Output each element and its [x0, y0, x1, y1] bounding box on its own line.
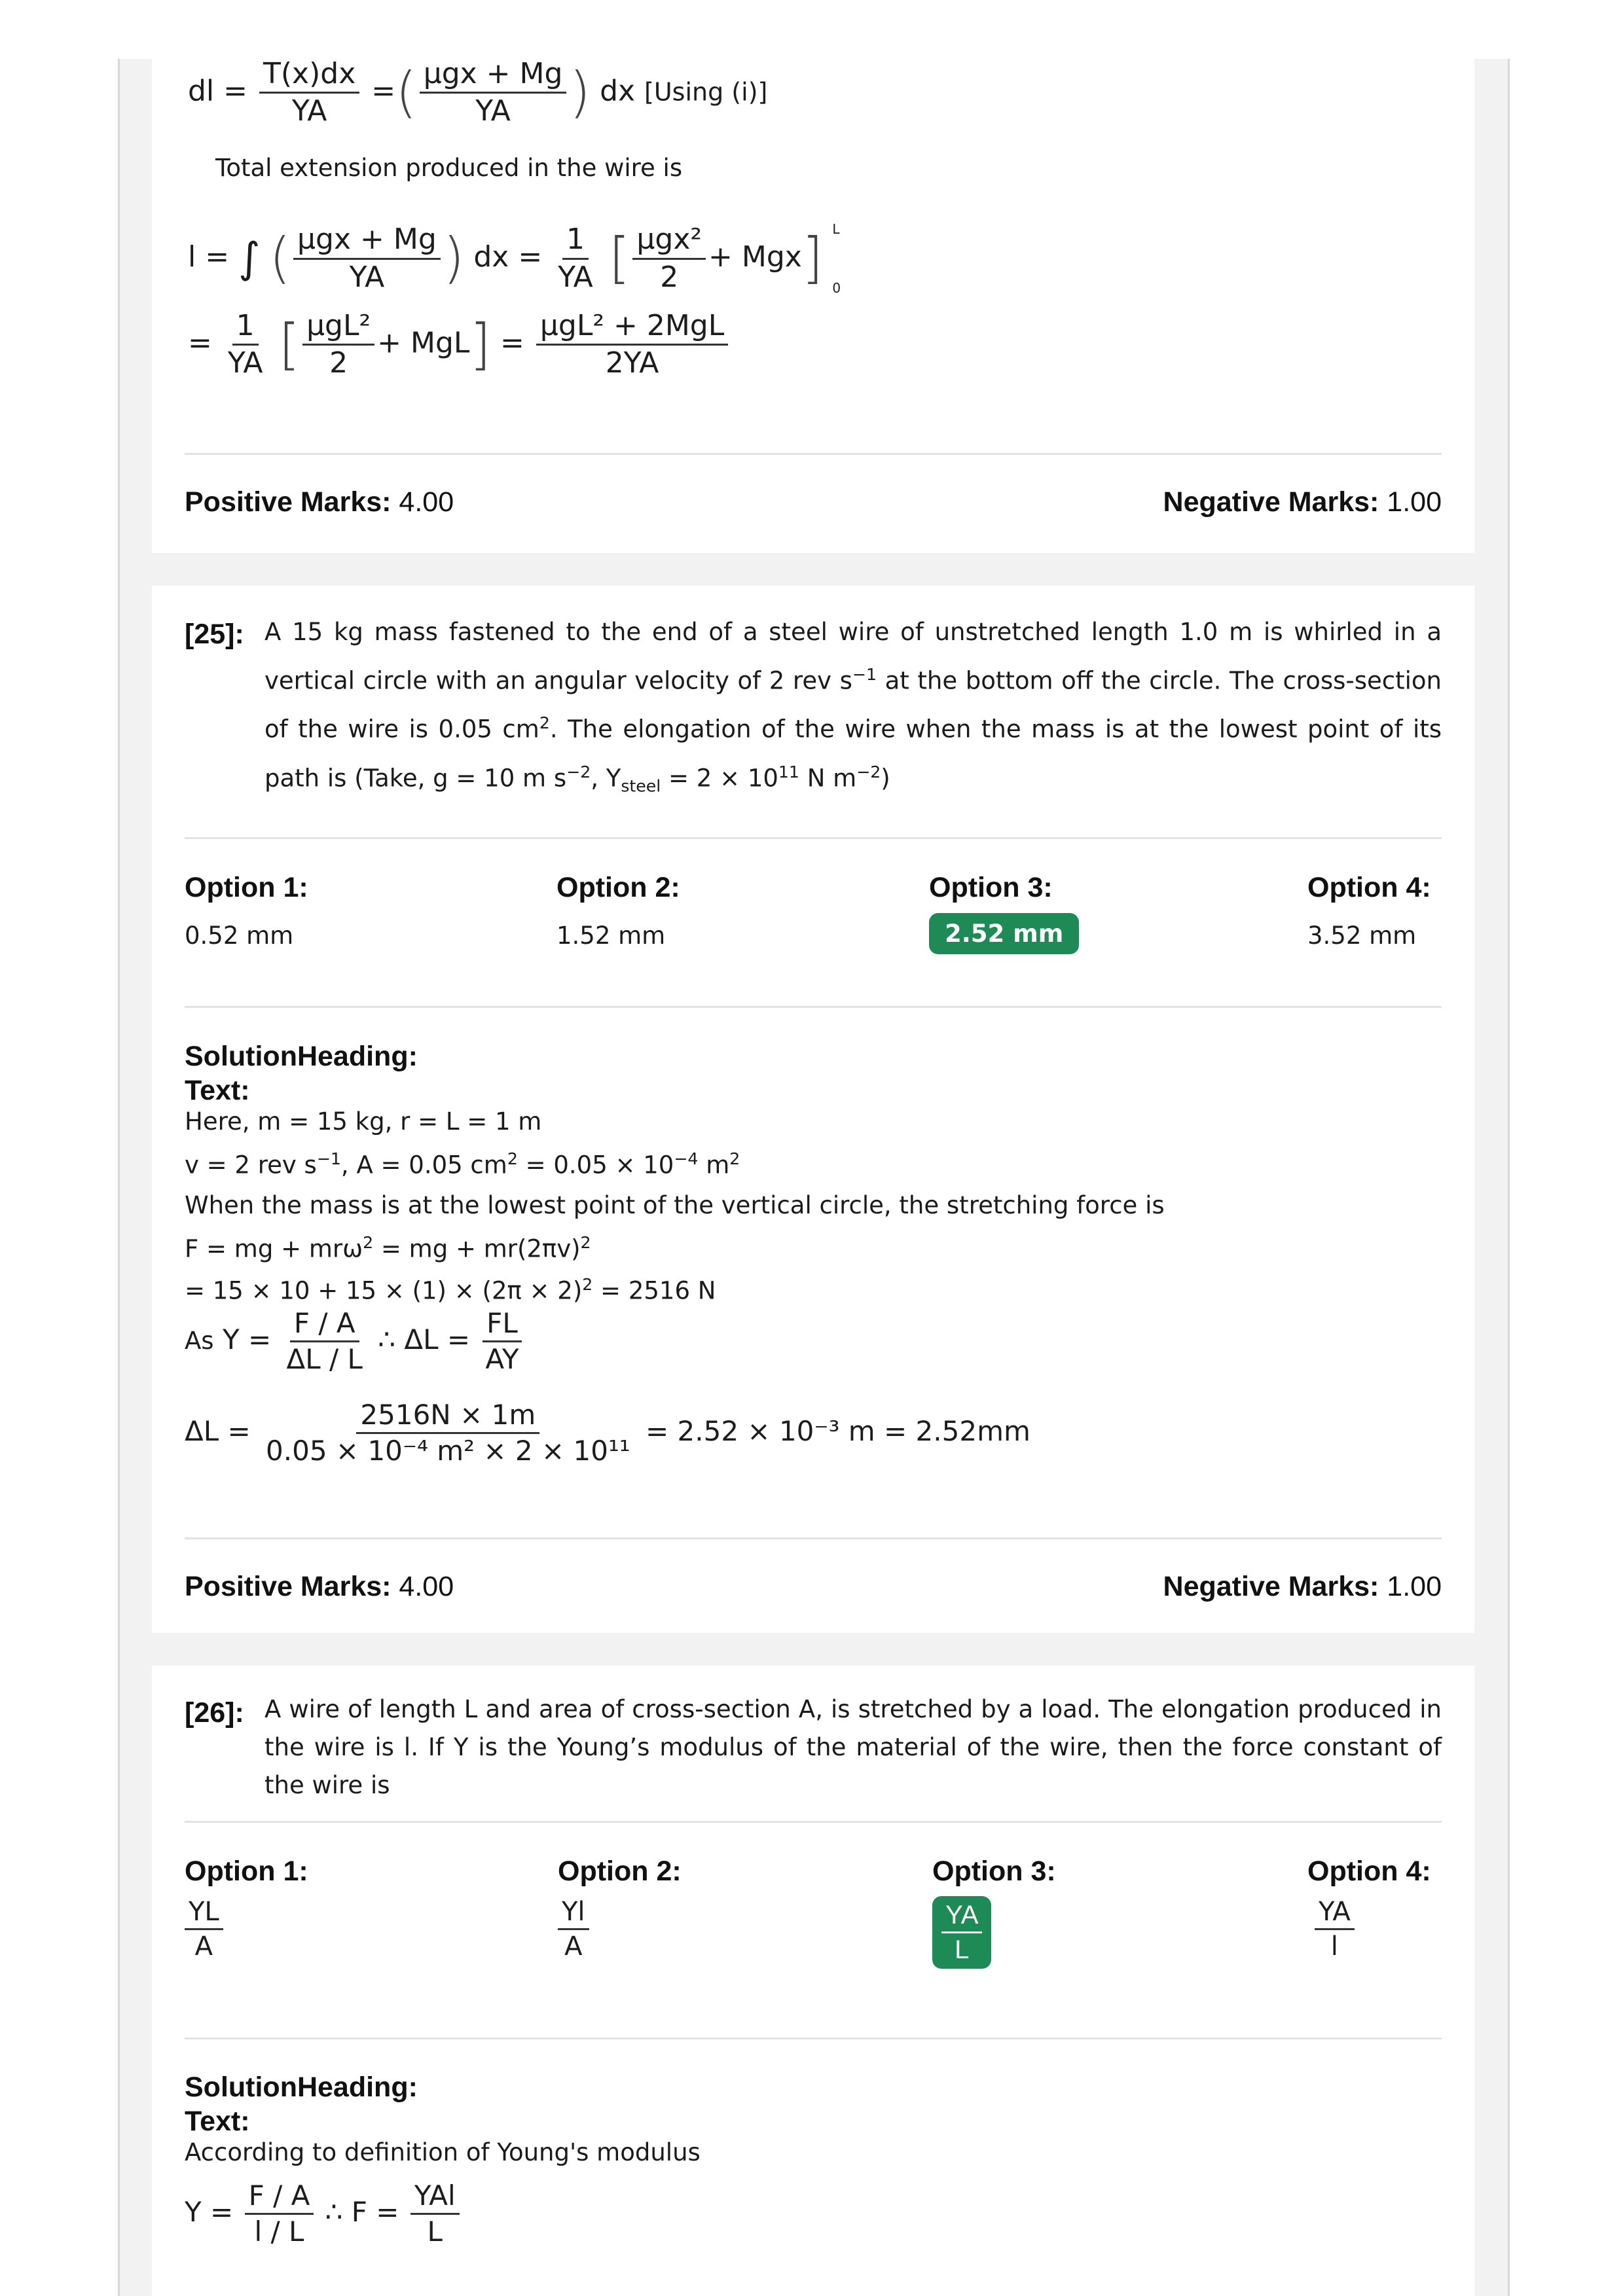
solution-line: F = mg + mrω$^2$ = mg + $mr(2\pi v)^2$ [185, 1233, 591, 1263]
fraction-denominator: YA [291, 94, 327, 128]
fraction-denominator: A [564, 1931, 583, 1962]
fraction-numerator: FL [483, 1309, 522, 1342]
fraction-numerator: YA [941, 1901, 982, 1933]
equation-text: ∴ F = [325, 2196, 399, 2229]
equation-text: = 2.52 × 10⁻³ m = 2.52mm [646, 1415, 1030, 1448]
equation-text: ΔL = [185, 1415, 251, 1448]
equation-text: ∴ ΔL = [378, 1323, 471, 1356]
option-3-label: Option 3: [929, 872, 1053, 903]
divider [185, 2037, 1442, 2039]
fraction-denominator: YA [227, 346, 263, 380]
solution-line: v = 2 rev $s^{-1}$, A = 0.05 $cm^2 = 0.05 \times 10^{-4}$ $m^2$ [185, 1149, 740, 1179]
solution-heading: SolutionHeading: [185, 1041, 418, 1072]
equation-integral: l = ∫ ( $\frac{\text{μgx + Mg}}{YA}$ ) dx = $\frac{1}{YA}$ [ $\frac{\text{μgx²}}{2}$ + Mgx] L 0 [188, 200, 841, 317]
equation-elongation [185, 1401, 1030, 1465]
fraction-numerator: YAl [410, 2181, 460, 2215]
divider [185, 837, 1442, 839]
equation-text: dx = [473, 240, 543, 274]
fraction-numerator: YL [185, 1898, 223, 1930]
negative-marks: Negative Marks: 1.00 [1163, 486, 1442, 518]
divider [185, 1821, 1442, 1823]
fraction-denominator: YA [475, 94, 511, 128]
option-1-label: Option 1: [185, 1856, 308, 1887]
total-extension-text: Total extension produced in the wire is [215, 154, 683, 182]
equation-result: = $\frac{1}{YA}$ [ $\frac{\text{μgL²}}{2}$ + MgL] = $\frac{\text{μgL² + 2MgL}}{2YA}$ [188, 311, 731, 378]
positive-marks: Positive Marks: 4.00 [185, 486, 454, 518]
question-number: [26]: [185, 1697, 244, 1729]
fraction-numerator: Yl [558, 1898, 589, 1930]
option-1-value[interactable] [185, 1898, 223, 1960]
equation-dl: dl = $\frac{T(x)dx}{YA}$ =( $\frac{\text{μgx + Mg}}{YA}$ ) dx [Using (i)] [188, 57, 768, 128]
option-4-value[interactable] [1315, 1898, 1355, 1960]
equation-text: = [188, 326, 212, 360]
solution-line: When the mass is at the lowest point of the vertical circle, the stretching force is [185, 1191, 1165, 1219]
fraction-numerator: μgL² [302, 311, 374, 346]
option-4-label: Option 4: [1307, 1856, 1431, 1887]
equation-text: + Mgx [708, 240, 802, 274]
equation-text: = [500, 326, 524, 360]
equation-youngs-modulus [185, 1309, 526, 1374]
divider [185, 1537, 1442, 1539]
solution-text-label: Text: [185, 2106, 250, 2137]
option-1-value[interactable]: 0.52 mm [185, 922, 294, 950]
solution-heading: SolutionHeading: [185, 2072, 418, 2103]
option-2-value[interactable]: 1.52 mm [556, 922, 666, 950]
solution-text-label: Text: [185, 1075, 250, 1106]
fraction-numerator: YA [1315, 1898, 1355, 1930]
fraction-denominator: L [955, 1935, 970, 1964]
question-text: A wire of length L and area of cross-section A, is stretched by a load. The elongation produced in the wire is l. If Y is the Young’s modulus of the material of the wire, then the force constant of the wire is [264, 1695, 1442, 1799]
question-number: [25]: [185, 619, 244, 650]
fraction-numerator: μgx² [632, 224, 706, 259]
solution-line: = $15 \times 10 + 15 \times (1) \times (2\pi \times 2)^2 = 2516$ N [185, 1275, 716, 1305]
equation-text: + MgL [377, 326, 470, 360]
fraction-denominator: YA [558, 260, 593, 294]
integral-sign: ∫ [238, 234, 261, 283]
fraction-denominator: 2 [660, 260, 679, 294]
option-3-value-correct[interactable] [929, 920, 1079, 948]
limit-lower: 0 [832, 280, 841, 296]
equation-text: Y = [222, 1323, 272, 1356]
fraction-numerator: 1 [562, 224, 589, 259]
divider [185, 453, 1442, 455]
equation-text: dx [600, 74, 636, 108]
fraction-denominator: l [1330, 1931, 1338, 1962]
fraction-denominator: L [427, 2215, 443, 2248]
divider [185, 1006, 1442, 1008]
question-text: A 15 kg mass fastened to the end of a steel wire of unstretched length 1.0 m is whirled in a vertical circle with an angular velocity of 2 rev $s^{-1}$ at the bottom off the circle. The cross-section of the wire is 0.05 $cm^2$. The elongation of the wire when the mass is at the lowest point of its path is (Take, g = 10 m $s^{-2}$, $Y_{steel} = 2 \times 10^{11}$ N $m^{-2}$) [264, 618, 1442, 796]
option-2-label: Option 2: [556, 872, 680, 903]
fraction-numerator: μgx + Mg [420, 59, 567, 94]
fraction-numerator: 2516N × 1m [356, 1401, 539, 1434]
fraction-denominator: A [194, 1931, 213, 1962]
equation-text: As [185, 1327, 214, 1355]
option-3-value-correct[interactable] [932, 1896, 991, 1969]
fraction-numerator: μgx + Mg [293, 224, 441, 259]
fraction-denominator: 2YA [605, 346, 659, 380]
solution-line: According to definition of Young's modulus [185, 2138, 701, 2166]
equation-note: [Using (i)] [644, 77, 768, 107]
fraction-denominator: 0.05 × 10⁻⁴ m² × 2 × 10¹¹ [266, 1435, 630, 1467]
positive-marks: Positive Marks: 4.00 [185, 1571, 454, 1602]
fraction-denominator: YA [349, 260, 385, 294]
question-card-26 [152, 1666, 1474, 2296]
limit-upper: L [832, 221, 840, 237]
question-card-24-continued [152, 0, 1474, 553]
fraction-denominator: l / L [254, 2215, 304, 2248]
solution-line: Here, m = 15 kg, r = L = 1 m [185, 1107, 542, 1136]
fraction-numerator: 1 [232, 311, 259, 346]
option-3-label: Option 3: [932, 1856, 1056, 1887]
option-2-value[interactable] [558, 1898, 589, 1960]
fraction-numerator: μgL² + 2MgL [536, 311, 728, 346]
equation-force-constant [185, 2181, 462, 2246]
question-card-25 [152, 586, 1474, 1633]
fraction-numerator: T(x)dx [259, 59, 359, 94]
option-4-label: Option 4: [1307, 872, 1431, 903]
fraction-numerator: F / A [290, 1309, 359, 1342]
option-4-value[interactable]: 3.52 mm [1307, 922, 1417, 950]
correct-answer-badge: 2.52 mm [929, 913, 1079, 954]
option-1-label: Option 1: [185, 872, 308, 903]
fraction-denominator: AY [485, 1343, 519, 1376]
equation-text: dl = [188, 74, 248, 108]
option-2-label: Option 2: [558, 1856, 682, 1887]
equation-text: l = [188, 240, 230, 274]
fraction-denominator: ΔL / L [286, 1343, 363, 1376]
equation-text: Y = [185, 2196, 234, 2229]
fraction-numerator: F / A [245, 2181, 314, 2215]
negative-marks: Negative Marks: 1.00 [1163, 1571, 1442, 1602]
fraction-denominator: 2 [329, 346, 348, 380]
